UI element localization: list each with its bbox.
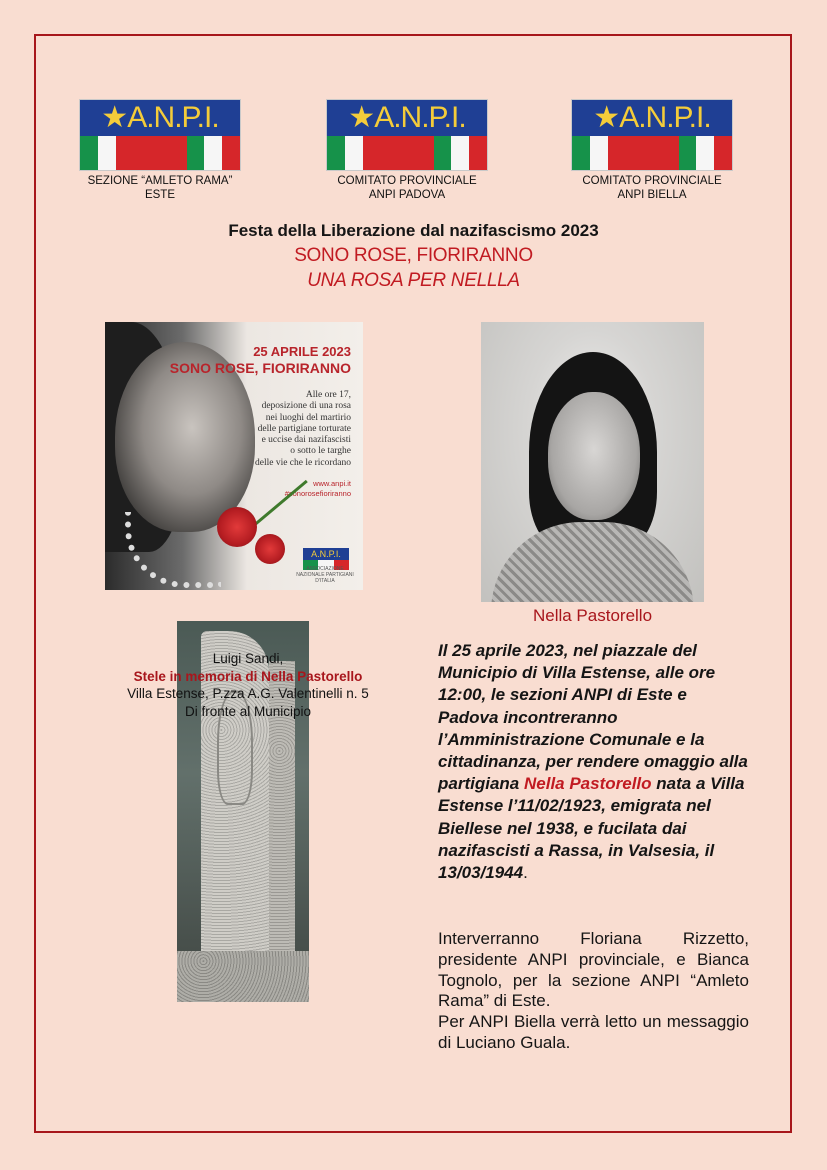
biella-message-paragraph: Per ANPI Biella verrà letto un messaggio di Luciano Guala.	[438, 1012, 749, 1052]
speakers-text	[438, 929, 749, 1054]
poster-date: 25 APRILE 2023	[253, 344, 351, 359]
stele-note: Di fronte al Municipio	[184, 703, 312, 719]
stele-author: Luigi Sandi,	[212, 651, 284, 666]
stele-base	[177, 951, 309, 1002]
speakers-paragraph: Interverranno Floriana Rizzetto, presidente ANPI provinciale, e Bianca Tognolo, per la sezione ANPI “Amleto Rama” di Este.	[438, 929, 749, 1011]
logo-anpi-este	[65, 99, 255, 202]
tricolor-flags	[572, 136, 732, 170]
anpi-logo-text: ★A.N.P.I.	[80, 100, 240, 138]
logo-anpi-biella	[557, 99, 747, 202]
rose-stem	[252, 480, 308, 527]
partisan-name: Nella Pastorello	[523, 774, 652, 794]
poster-links: www.anpi.it #sonorosefioriranno	[284, 479, 351, 498]
event-dedication: UNA ROSA PER NELLLA	[307, 270, 520, 291]
portrait-dress	[491, 522, 694, 602]
event-poster-image	[105, 322, 363, 590]
logo-caption: SEZIONE “AMLETO RAMA” ESTE	[87, 175, 233, 201]
stele-address: Villa Estense, P.zza A.G. Valentinelli n. 5	[127, 686, 369, 701]
anpi-logo-text: ★A.N.P.I.	[327, 100, 487, 138]
portrait-caption: Nella Pastorello	[532, 606, 653, 625]
anpi-logo	[79, 99, 241, 171]
poster-body: Alle ore 17, deposizione di una rosa nei luoghi del martirio delle partigiane torturate e uccise dai nazifascisti o sotto le targhe delle vie che le ricordano	[254, 390, 351, 468]
poster-anpi-logo: A.N.P.I.	[303, 548, 349, 570]
rose-icon	[217, 507, 257, 547]
logo-caption: COMITATO PROVINCIALE ANPI PADOVA	[337, 175, 477, 201]
tricolor-flags	[80, 136, 240, 170]
logo-caption: COMITATO PROVINCIALE ANPI BIELLA	[582, 175, 722, 201]
event-subtitle: SONO ROSE, FIORIRANNO	[294, 245, 533, 266]
poster-title: SONO ROSE, FIORIRANNO	[169, 360, 351, 376]
anpi-logo-text: ★A.N.P.I.	[572, 100, 732, 138]
tricolor-flags	[327, 136, 487, 170]
anpi-logo	[326, 99, 488, 171]
nella-pastorello-portrait	[481, 322, 704, 602]
stele-title: Stele in memoria di Nella Pastorello	[133, 668, 363, 684]
anpi-logo	[571, 99, 733, 171]
announcement-text: Il 25 aprile 2023, nel piazzale del Municipio di Villa Estense, alle ore 12:00, le sezioni ANPI di Este e Padova incontreranno l’Amministrazione Comunale e la cittadinanza, per rendere omaggio alla partigiana Nella Pastorello nata a Villa Estense l’11/02/1923, emigrata nel Biellese nel 1938, e fucilata dai nazifascisti a Rassa, in Valsesia, il 13/03/1944.	[438, 641, 748, 883]
poster-logo-caption: ASSOCIAZIONE NAZIONALE PARTIGIANI D'ITALIA	[296, 566, 354, 584]
event-title: Festa della Liberazione dal nazifascismo 2023	[228, 221, 599, 240]
pearl-necklace	[125, 512, 221, 588]
portrait-face	[548, 392, 640, 520]
logo-anpi-padova	[312, 99, 502, 202]
rose-icon	[255, 534, 285, 564]
stele-caption	[78, 650, 418, 720]
